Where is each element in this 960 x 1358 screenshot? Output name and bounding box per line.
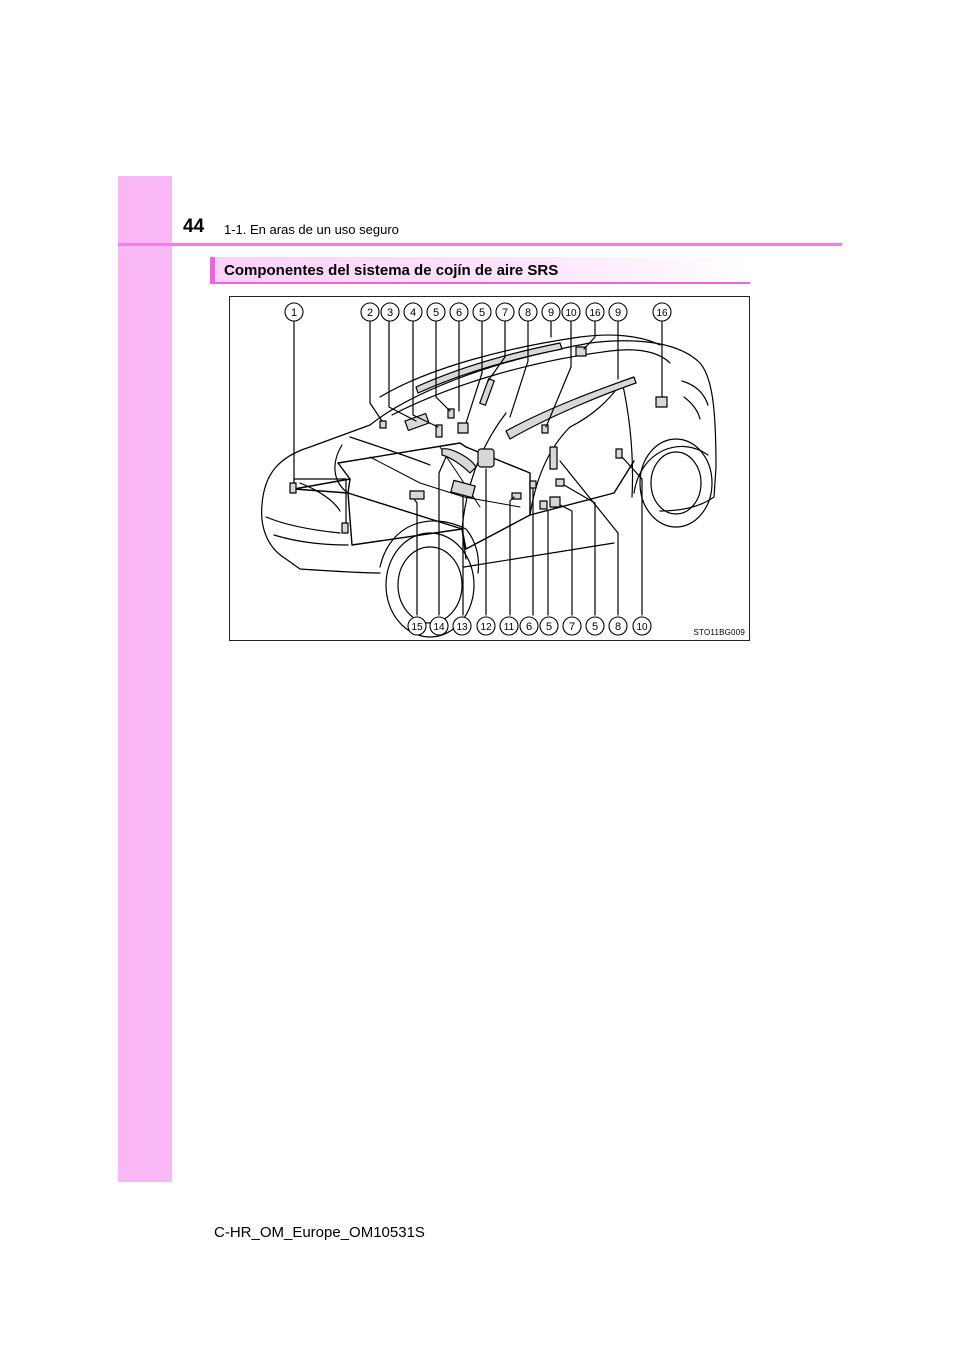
svg-text:16: 16 — [589, 308, 601, 319]
svg-text:3: 3 — [386, 307, 394, 319]
callout-bottom-8 — [563, 617, 581, 635]
svg-text:5: 5 — [591, 621, 599, 633]
svg-text:10: 10 — [565, 308, 577, 319]
svg-text:14: 14 — [433, 622, 445, 633]
car-illustration — [230, 297, 751, 642]
callout-bottom-3 — [453, 617, 471, 635]
callout-top-6 — [450, 303, 468, 321]
svg-text:4: 4 — [409, 307, 417, 319]
svg-text:8: 8 — [524, 307, 532, 319]
callout-bottom-6 — [520, 617, 538, 635]
svg-text:16: 16 — [656, 308, 668, 319]
figure-code: STO11BG009 — [693, 628, 745, 637]
callout-top-13 — [609, 303, 627, 321]
svg-text:15: 15 — [411, 622, 423, 633]
callout-top-10 — [542, 303, 560, 321]
running-head: 1-1. En aras de un uso seguro — [224, 222, 399, 237]
callout-top-9 — [519, 303, 537, 321]
callout-top-11 — [562, 303, 580, 321]
svg-text:2: 2 — [366, 307, 374, 319]
callout-top-8 — [496, 303, 514, 321]
callout-bottom-9 — [586, 617, 604, 635]
callout-top-12 — [586, 303, 604, 321]
svg-text:7: 7 — [501, 307, 509, 319]
svg-text:1: 1 — [290, 307, 298, 319]
callout-bottom-11 — [633, 617, 651, 635]
svg-text:5: 5 — [432, 307, 440, 319]
svg-text:8: 8 — [614, 621, 622, 633]
section-heading — [210, 257, 750, 284]
callout-top-3 — [381, 303, 399, 321]
callout-top-14 — [653, 303, 671, 321]
callout-bottom-10 — [609, 617, 627, 635]
svg-text:5: 5 — [545, 621, 553, 633]
svg-text:5: 5 — [478, 307, 486, 319]
srs-components-figure — [229, 296, 750, 641]
svg-text:6: 6 — [525, 621, 533, 633]
svg-text:9: 9 — [547, 307, 555, 319]
svg-text:10: 10 — [636, 622, 648, 633]
callout-top-2 — [361, 303, 379, 321]
callout-top-4 — [404, 303, 422, 321]
page-number: 44 — [183, 216, 205, 237]
callout-bottom-1 — [408, 617, 426, 635]
svg-text:11: 11 — [503, 622, 515, 633]
footer-doc-id: C-HR_OM_Europe_OM10531S — [214, 1224, 425, 1241]
callout-bottom-7 — [540, 617, 558, 635]
callout-top-7 — [473, 303, 491, 321]
side-thumb-tab — [118, 176, 172, 1182]
svg-text:9: 9 — [614, 307, 622, 319]
callout-bottom-2 — [430, 617, 448, 635]
callout-top-5 — [427, 303, 445, 321]
callout-bottom-5 — [500, 617, 518, 635]
callout-bottom-4 — [477, 617, 495, 635]
svg-text:12: 12 — [480, 622, 492, 633]
header-rule — [118, 243, 842, 246]
svg-text:7: 7 — [568, 621, 576, 633]
callout-top-1 — [285, 303, 303, 321]
svg-text:6: 6 — [455, 307, 463, 319]
svg-text:13: 13 — [456, 622, 468, 633]
section-title-text: Componentes del sistema de cojín de aire SRS — [224, 262, 559, 279]
